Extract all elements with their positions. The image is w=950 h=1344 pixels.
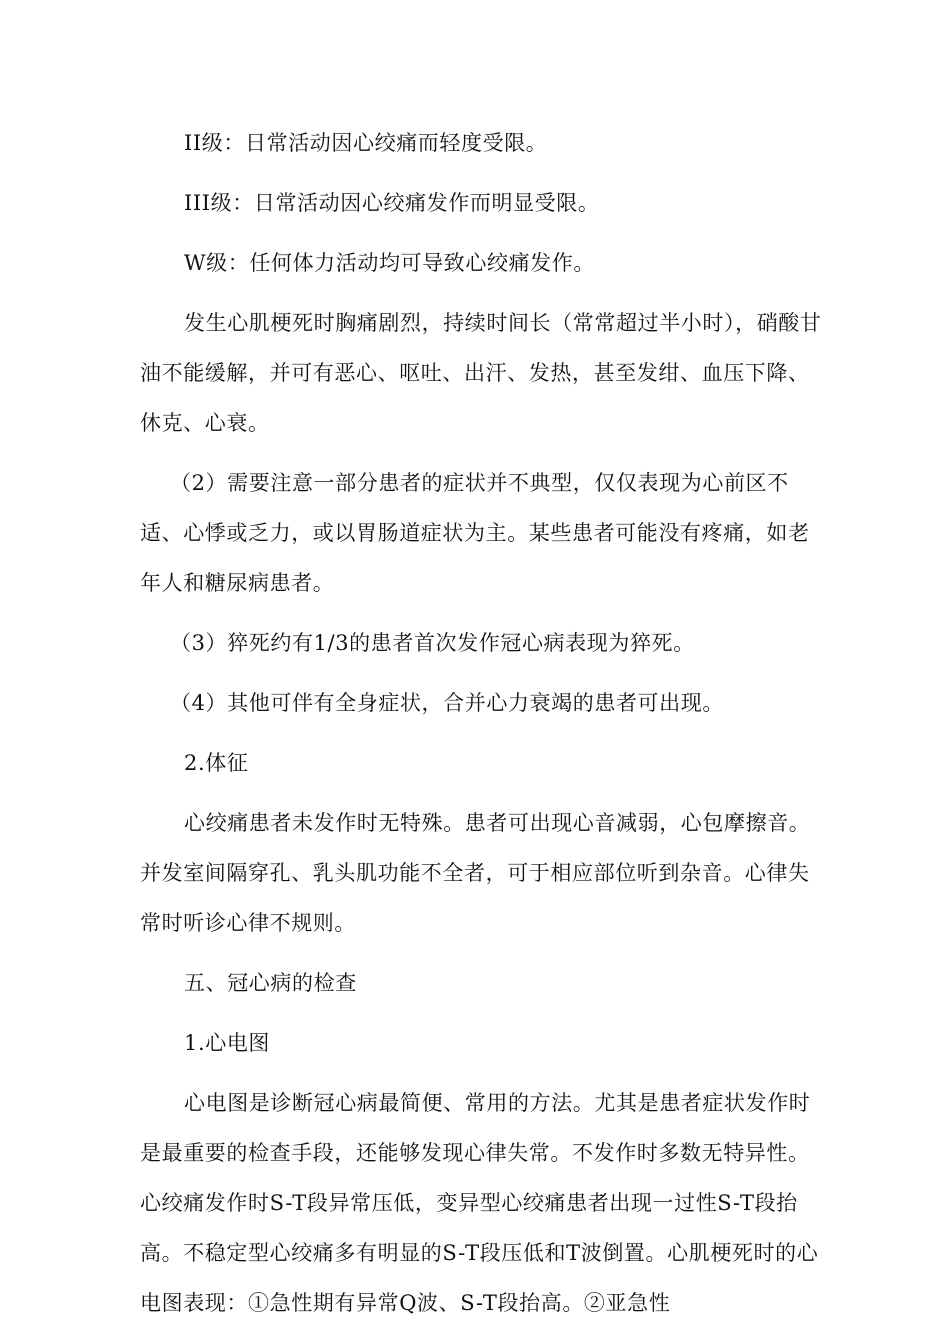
document-body (140, 118, 830, 1328)
paragraph-mi-pain: 发生心肌梗死时胸痛剧烈，持续时间长（常常超过半小时），硝酸甘油不能缓解，并可有恶心、呕吐、出汗、发热，甚至发绀、血压下降、休克、心衰。 (140, 311, 822, 435)
heading-examination: 五、冠心病的检查 (184, 971, 357, 995)
paragraph-sudden-death: （3）猝死约有1/3的患者首次发作冠心病表现为猝死。 (170, 631, 695, 655)
paragraph-ecg: 心电图是诊断冠心病最简便、常用的方法。尤其是患者症状发作时是最重要的检查手段，还能够发现心律失常。不发作时多数无特异性。心绞痛发作时S-T段异常压低，变异型心绞痛患者出现一过性S-T段抬高。不稳定型心绞痛多有明显的S-T段压低和T波倒置。心肌梗死时的心电图表现：①急性期有异常Q波、S-T段抬高。②亚急性 (140, 1091, 819, 1315)
paragraph-other-symptoms: （4）其他可伴有全身症状，合并心力衰竭的患者可出现。 (170, 691, 724, 715)
paragraph-grade-3: III级：日常活动因心绞痛发作而明显受限。 (184, 191, 600, 215)
paragraph-grade-4: W级：任何体力活动均可导致心绞痛发作。 (184, 251, 595, 275)
paragraph-atypical-symptoms: （2）需要注意一部分患者的症状并不典型，仅仅表现为心前区不适、心悸或乏力，或以胃肠道症状为主。某些患者可能没有疼痛，如老年人和糖尿病患者。 (140, 471, 810, 595)
paragraph-grade-2: II级：日常活动因心绞痛而轻度受限。 (184, 131, 548, 155)
heading-signs: 2.体征 (184, 751, 249, 775)
paragraph-signs: 心绞痛患者未发作时无特殊。患者可出现心音减弱，心包摩擦音。并发室间隔穿孔、乳头肌功能不全者，可于相应部位听到杂音。心律失常时听诊心律不规则。 (140, 811, 811, 935)
heading-ecg: 1.心电图 (184, 1031, 271, 1055)
